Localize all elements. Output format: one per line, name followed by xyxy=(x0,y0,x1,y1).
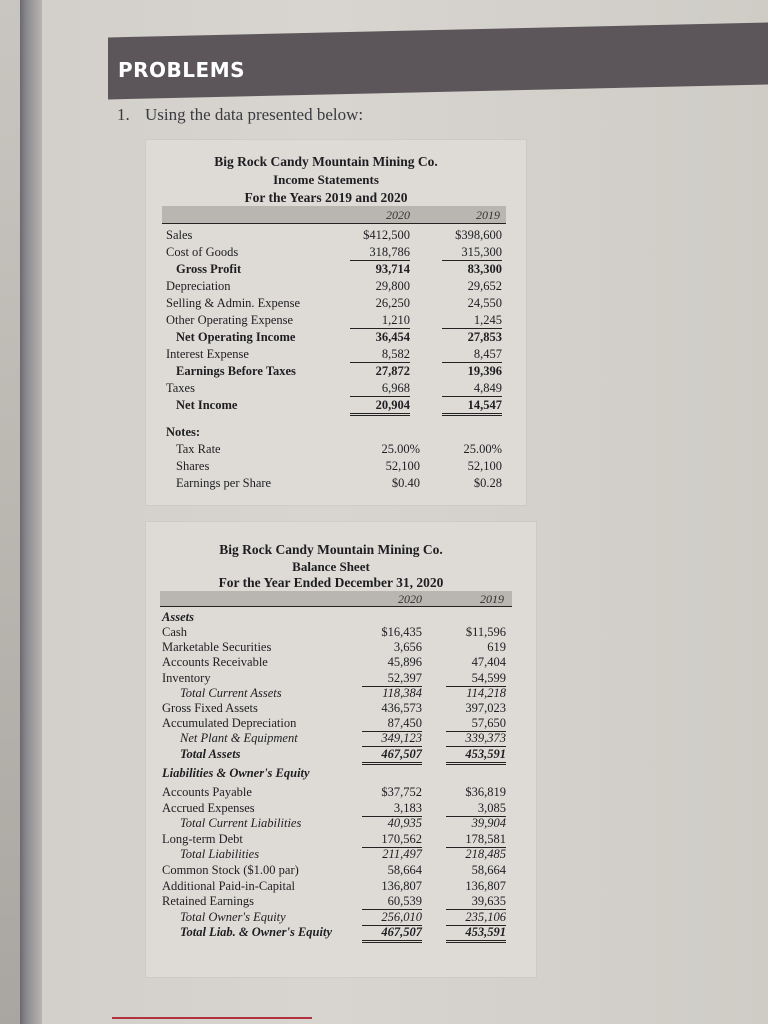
income-row xyxy=(166,347,506,364)
liability-row xyxy=(162,785,512,802)
asset-row-value-2019: 453,591 xyxy=(446,747,506,765)
balance-year-2020: 2020 xyxy=(398,592,422,606)
income-row-label: Earnings Before Taxes xyxy=(176,364,296,378)
asset-row-label: Gross Fixed Assets xyxy=(162,701,258,715)
income-row-value-2020: 6,968 xyxy=(350,381,410,397)
income-year-2020: 2020 xyxy=(386,208,410,222)
income-row xyxy=(166,381,506,398)
asset-row-value-2020: $16,435 xyxy=(381,625,422,639)
liability-row-label: Total Current Liabilities xyxy=(180,816,302,831)
income-row-value-2019: 27,853 xyxy=(467,330,502,344)
income-row-value-2020: 20,904 xyxy=(350,398,410,416)
question-prompt xyxy=(117,105,363,125)
income-row-value-2019: 4,849 xyxy=(442,381,502,397)
liabilities-heading: Liabilities & Owner's Equity xyxy=(162,766,310,780)
income-row-label: Depreciation xyxy=(166,279,231,293)
question-number: 1. xyxy=(117,105,130,124)
asset-row-value-2019: 339,373 xyxy=(446,731,506,747)
liability-row-value-2020: 3,183 xyxy=(362,801,422,817)
liability-row-label: Total Owner's Equity xyxy=(180,909,286,924)
asset-row-label: Total Current Assets xyxy=(180,685,282,700)
liability-row-value-2019: 39,904 xyxy=(471,816,506,831)
income-row-label: Net Operating Income xyxy=(176,330,296,344)
liability-row xyxy=(162,879,512,896)
notes-row xyxy=(176,442,506,459)
notes-row-value-2019: 25.00% xyxy=(463,442,502,456)
income-row xyxy=(166,313,506,330)
liability-row-value-2020: 58,664 xyxy=(387,863,422,877)
liability-row-value-2019: 218,485 xyxy=(465,847,506,862)
income-row-label: Taxes xyxy=(166,381,195,395)
notes-label: Notes: xyxy=(166,425,201,439)
notes-row xyxy=(176,476,506,493)
income-row-value-2019: 24,550 xyxy=(467,296,502,310)
asset-row-value-2020: 52,397 xyxy=(362,671,422,687)
liability-row xyxy=(162,801,512,818)
asset-row-value-2019: 114,218 xyxy=(466,685,506,700)
income-row-label: Selling & Admin. Expense xyxy=(166,296,301,310)
income-title-statement: Income Statements xyxy=(273,172,379,187)
liability-row-value-2019: $36,819 xyxy=(465,785,506,799)
income-row-value-2020: 318,786 xyxy=(350,245,410,261)
asset-row-label: Inventory xyxy=(162,670,211,685)
income-row-label: Net Income xyxy=(176,398,238,412)
liability-row xyxy=(162,832,512,849)
income-row-value-2019: $398,600 xyxy=(455,228,502,242)
income-row-value-2019: 1,245 xyxy=(442,313,502,329)
section-title: PROBLEMS xyxy=(118,58,246,82)
income-title-period: For the Years 2019 and 2020 xyxy=(244,190,408,205)
asset-row-value-2020: 3,656 xyxy=(393,640,422,655)
liability-row-label: Retained Earnings xyxy=(162,894,254,909)
income-year-header xyxy=(162,206,506,224)
balance-title-period: For the Year Ended December 31, 2020 xyxy=(218,575,444,590)
balance-title-statement: Balance Sheet xyxy=(292,559,370,574)
notes-row-value-2020: $0.40 xyxy=(391,476,420,490)
income-row-value-2019: 315,300 xyxy=(442,245,502,261)
asset-row-value-2019: $11,596 xyxy=(465,625,506,639)
asset-row-label: Marketable Securities xyxy=(162,640,272,655)
notes-row-value-2020: 52,100 xyxy=(385,459,420,473)
income-row-label: Sales xyxy=(166,228,193,242)
liability-row-value-2020: $37,752 xyxy=(381,785,422,799)
asset-row-value-2019: 47,404 xyxy=(471,655,506,670)
asset-row xyxy=(162,747,512,764)
notes-row-label: Earnings per Share xyxy=(176,476,272,490)
liability-row xyxy=(162,910,512,927)
liability-row-label: Additional Paid-in-Capital xyxy=(162,878,295,893)
income-year-2019: 2019 xyxy=(476,208,500,222)
income-row-value-2019: 14,547 xyxy=(442,398,502,416)
asset-row-value-2020: 467,507 xyxy=(362,747,422,765)
asset-row-value-2019: 619 xyxy=(487,640,506,655)
notes-row-value-2019: 52,100 xyxy=(467,459,502,473)
income-row xyxy=(166,364,506,381)
liability-row-value-2020: 136,807 xyxy=(381,878,422,893)
liability-row-value-2020: 40,935 xyxy=(387,816,422,831)
asset-row-value-2020: 87,450 xyxy=(362,716,422,732)
liability-row-label: Total Liab. & Owner's Equity xyxy=(180,925,332,940)
income-row-label: Gross Profit xyxy=(176,262,242,276)
asset-row-value-2019: 397,023 xyxy=(465,701,506,715)
income-row-value-2020: 26,250 xyxy=(375,296,410,310)
liability-row-label: Total Liabilities xyxy=(180,847,260,862)
notes-row-value-2020: 25.00% xyxy=(381,442,420,456)
asset-row-value-2020: 118,384 xyxy=(382,685,422,700)
liability-row-value-2019: 58,664 xyxy=(471,863,506,877)
income-row xyxy=(166,262,506,279)
income-row-label: Cost of Goods xyxy=(166,245,239,259)
asset-row-label: Total Assets xyxy=(180,746,241,761)
liability-row-value-2020: 256,010 xyxy=(362,910,422,926)
asset-row-label: Accumulated Depreciation xyxy=(162,716,297,731)
income-row-value-2020: 1,210 xyxy=(350,313,410,329)
liability-row xyxy=(162,816,512,833)
liability-row xyxy=(162,863,512,880)
income-row-value-2019: 8,457 xyxy=(442,347,502,363)
income-row xyxy=(166,245,506,262)
income-row-value-2020: 29,800 xyxy=(375,279,410,293)
liability-row-value-2020: 60,539 xyxy=(362,894,422,910)
liability-row-value-2020: 170,562 xyxy=(362,832,422,848)
liability-row-value-2019: 136,807 xyxy=(465,878,506,893)
asset-row-label: Cash xyxy=(162,625,187,639)
liability-row-value-2019: 178,581 xyxy=(446,832,506,848)
liability-row-value-2020: 211,497 xyxy=(382,847,422,862)
income-row-value-2019: 19,396 xyxy=(467,364,502,378)
asset-row-value-2020: 45,896 xyxy=(387,655,422,670)
balance-year-header xyxy=(160,591,512,607)
question-text: Using the data presented below: xyxy=(145,105,364,124)
page-footer-rule xyxy=(112,1017,312,1019)
liability-row-value-2019: 39,635 xyxy=(446,894,506,910)
income-row xyxy=(166,330,506,347)
liability-row-value-2019: 453,591 xyxy=(446,925,506,943)
liability-row-label: Accounts Payable xyxy=(162,785,252,799)
income-row-value-2020: 27,872 xyxy=(375,364,410,378)
notes-row xyxy=(176,459,506,476)
liability-row-label: Long-term Debt xyxy=(162,831,243,846)
liability-row-value-2019: 3,085 xyxy=(446,801,506,817)
income-row-value-2020: 8,582 xyxy=(350,347,410,363)
liability-row-label: Accrued Expenses xyxy=(162,800,255,815)
asset-row-value-2019: 57,650 xyxy=(446,716,506,732)
income-title-company: Big Rock Candy Mountain Mining Co. xyxy=(214,154,438,169)
income-row-value-2020: 93,714 xyxy=(375,262,410,276)
asset-row-label: Net Plant & Equipment xyxy=(180,731,298,746)
income-row-label: Other Operating Expense xyxy=(166,313,294,327)
notes-row-label: Shares xyxy=(176,459,210,473)
liability-row-value-2019: 235,106 xyxy=(446,910,506,926)
income-row-label: Interest Expense xyxy=(166,347,249,361)
income-row xyxy=(166,296,506,313)
notes-row-value-2019: $0.28 xyxy=(473,476,502,490)
income-row-value-2020: $412,500 xyxy=(363,228,410,242)
liability-row xyxy=(162,925,512,942)
balance-year-2019: 2019 xyxy=(480,592,504,606)
income-row xyxy=(166,279,506,296)
income-row-value-2020: 36,454 xyxy=(375,330,410,344)
asset-row-label: Accounts Receivable xyxy=(162,655,268,670)
balance-title-company: Big Rock Candy Mountain Mining Co. xyxy=(219,542,443,557)
asset-row-value-2019: 54,599 xyxy=(446,671,506,687)
assets-heading: Assets xyxy=(162,610,194,624)
income-statement-panel xyxy=(146,140,526,505)
income-row-value-2019: 29,652 xyxy=(467,279,502,293)
notes-row-label: Tax Rate xyxy=(176,442,221,456)
liability-row xyxy=(162,847,512,864)
liability-row-value-2020: 467,507 xyxy=(362,925,422,943)
liability-row xyxy=(162,894,512,911)
income-row xyxy=(166,228,506,245)
asset-row-value-2020: 436,573 xyxy=(381,701,422,715)
balance-sheet-panel xyxy=(146,522,536,977)
page-gutter-shadow xyxy=(20,0,42,1024)
income-row-value-2019: 83,300 xyxy=(467,262,502,276)
income-row xyxy=(166,398,506,415)
asset-row-value-2020: 349,123 xyxy=(362,731,422,747)
liability-row-label: Common Stock ($1.00 par) xyxy=(162,863,299,877)
